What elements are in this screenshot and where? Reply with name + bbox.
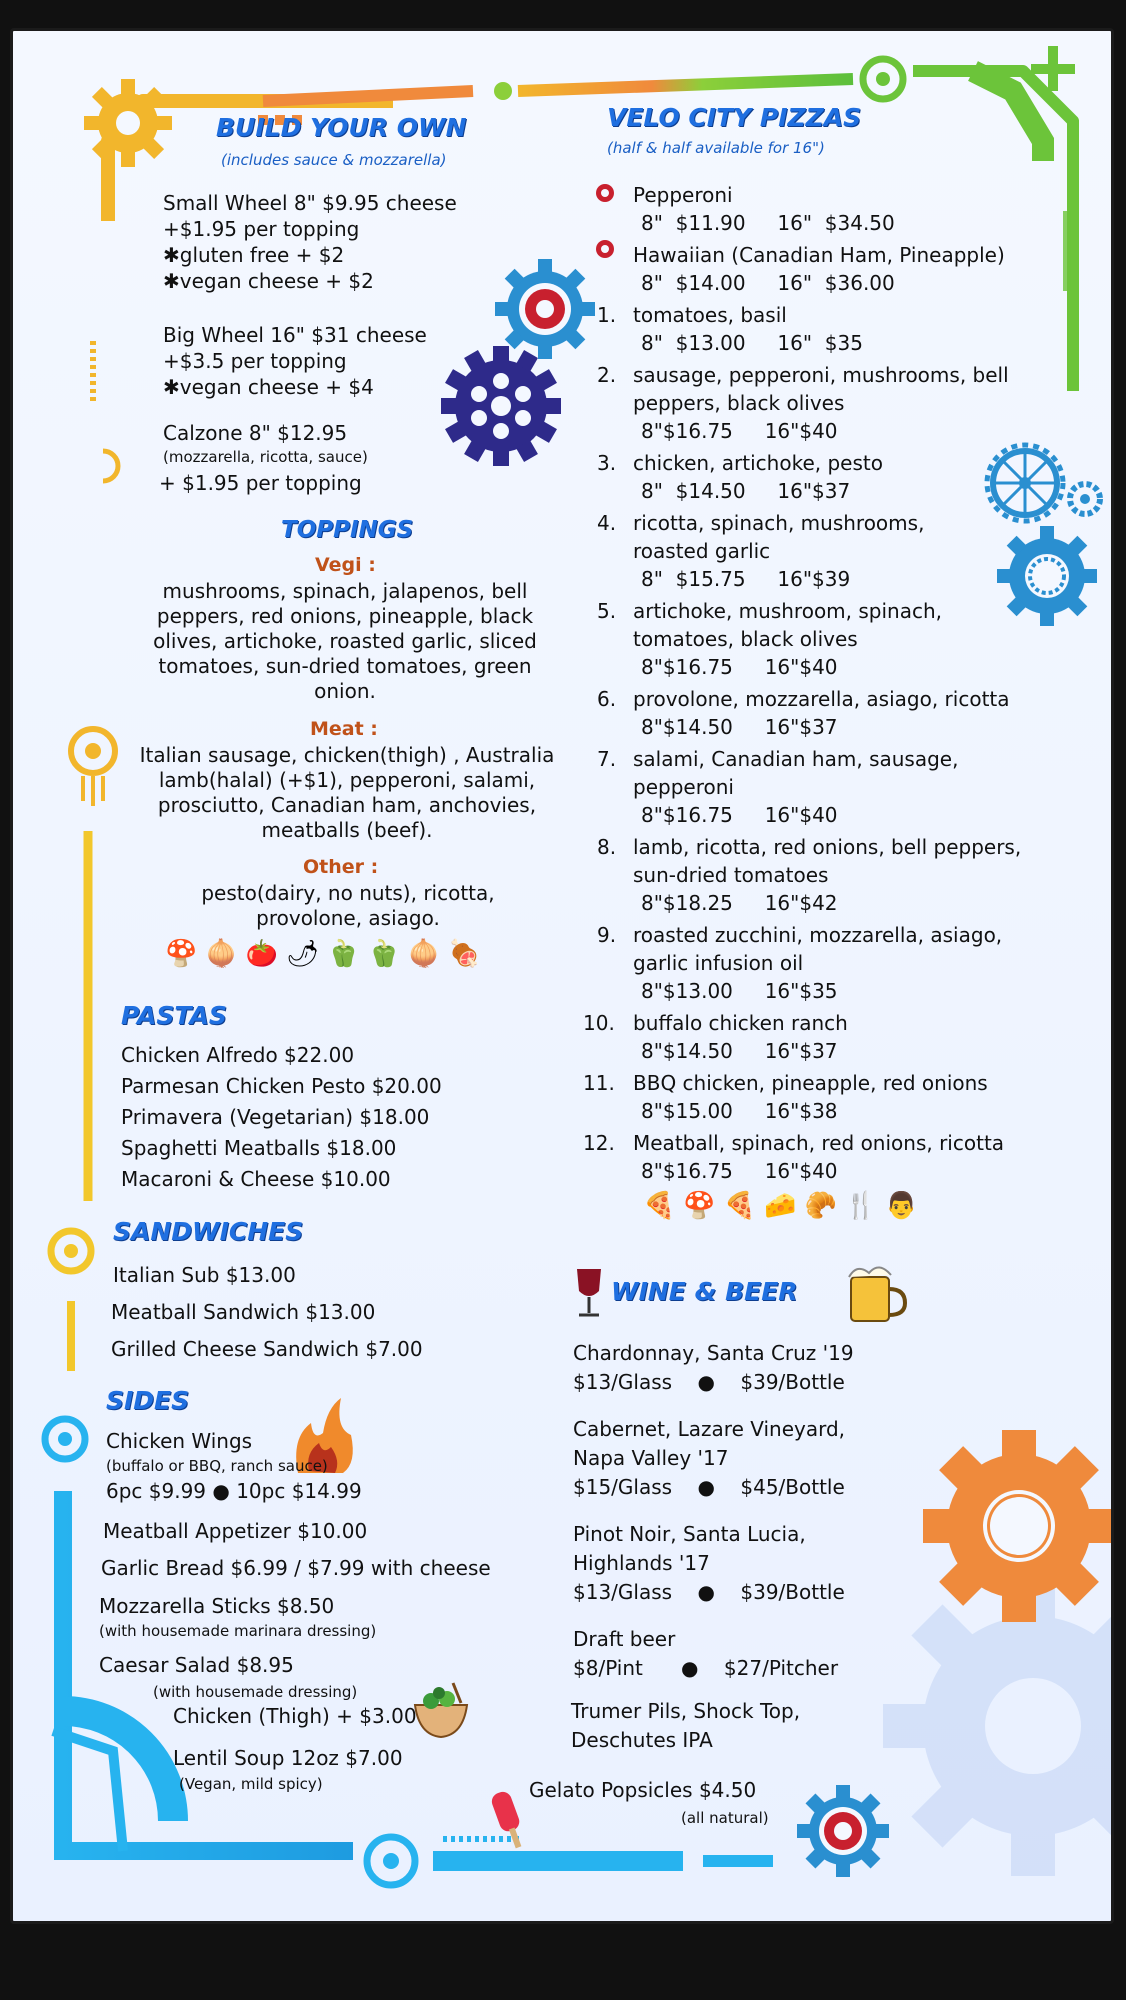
- pizza-name: sausage, pepperoni, mushrooms, bell: [633, 363, 1009, 387]
- pizza-name: provolone, mozzarella, asiago, ricotta: [633, 687, 1010, 711]
- lentil-soup: Lentil Soup 12oz $7.00: [173, 1746, 403, 1770]
- chicken-wings: Chicken Wings: [106, 1429, 253, 1453]
- small-wheel-gluten-free: ✱gluten free + $2: [163, 243, 345, 267]
- pizza-name: salami, Canadian ham, sausage,: [633, 747, 959, 771]
- pizza-name: roasted garlic: [633, 539, 771, 563]
- croissant-icon: 🥐: [804, 1191, 837, 1221]
- meat-label: Meat :: [310, 718, 378, 740]
- pizza-name: Hawaiian (Canadian Ham, Pineapple): [633, 243, 1005, 267]
- pizza-number: 5.: [597, 599, 617, 623]
- calzone-price: Calzone 8" $12.95: [163, 421, 348, 445]
- topping-icons-row: [165, 939, 489, 969]
- lentil-soup-note: (Vegan, mild spicy): [179, 1775, 323, 1793]
- chili-pepper-icon: 🌶: [286, 939, 320, 969]
- pizza-number: 3.: [597, 451, 617, 475]
- pizza-number: 12.: [583, 1131, 615, 1155]
- pizza-price: 8" $14.00 16" $36.00: [641, 271, 895, 295]
- vegi-label: Vegi :: [315, 554, 376, 576]
- pizza-name: ricotta, spinach, mushrooms,: [633, 511, 925, 535]
- pizza-number: 1.: [597, 303, 617, 327]
- onion-icon: 🧅: [205, 939, 238, 969]
- small-wheel-topping: +$1.95 per topping: [163, 217, 360, 241]
- pizza-name: Pepperoni: [633, 183, 733, 207]
- vegi-toppings: mushrooms, spinach, jalapenos, bell peppers, red onions, pineapple, black olives, artichoke, roasted garlic, sliced tomatoes, sun-dried tomatoes, green onion.: [153, 579, 537, 703]
- chicken-wings-price: 6pc $9.99 ● 10pc $14.99: [106, 1479, 362, 1503]
- pizza-name: BBQ chicken, pineapple, red onions: [633, 1071, 988, 1095]
- pizza-number: 10.: [583, 1011, 615, 1035]
- pizza-number: 4.: [597, 511, 617, 535]
- pizza-name: tomatoes, basil: [633, 303, 787, 327]
- meatball-appetizer: Meatball Appetizer $10.00: [103, 1519, 368, 1543]
- wine-price: $13/Glass ● $39/Bottle: [573, 1370, 845, 1394]
- pizza-price: 8" $11.90 16" $34.50: [641, 211, 895, 235]
- chef-hat-icon: 👨: [885, 1191, 918, 1221]
- mozzarella-sticks-note: (with housemade marinara dressing): [99, 1622, 377, 1640]
- pizza-name: artichoke, mushroom, spinach,: [633, 599, 943, 623]
- pizza-number: 2.: [597, 363, 617, 387]
- pizza-icon: 🍕: [643, 1191, 676, 1221]
- small-wheel-price: Small Wheel 8" $9.95 cheese: [163, 191, 457, 215]
- wine-name: Chardonnay, Santa Cruz '19: [573, 1341, 854, 1365]
- pizza-name: Meatball, spinach, red onions, ricotta: [633, 1131, 1005, 1155]
- pizza-number: 7.: [597, 747, 617, 771]
- sandwiches-title: SANDWICHES: [113, 1217, 304, 1246]
- fork-knife-icon: 🍴: [844, 1191, 878, 1221]
- draft-beer-list: Deschutes IPA: [571, 1728, 713, 1752]
- gelato-note: (all natural): [681, 1809, 769, 1827]
- velo-city-pizzas-title: VELO CITY PIZZAS: [607, 103, 862, 132]
- cutting-board-icon: 🧀: [764, 1191, 797, 1221]
- wine-name: Highlands '17: [573, 1551, 710, 1575]
- build-your-own-title: BUILD YOUR OWN: [216, 113, 467, 142]
- pizza-price: 8"$15.00 16"$38: [641, 1099, 838, 1123]
- other-label: Other :: [303, 856, 379, 878]
- gelato-popsicles: Gelato Popsicles $4.50: [529, 1778, 757, 1802]
- pizza-price: 8"$16.75 16"$40: [641, 419, 838, 443]
- pizza-name: roasted zucchini, mozzarella, asiago,: [633, 923, 1003, 947]
- pizza-name: tomatoes, black olives: [633, 627, 858, 651]
- gear-orange-topleft: [84, 79, 172, 167]
- wine-price: $15/Glass ● $45/Bottle: [573, 1475, 845, 1499]
- calzone-note: (mozzarella, ricotta, sauce): [163, 448, 368, 466]
- pizza-name: pepperoni: [633, 775, 734, 799]
- pizza-number: 6.: [597, 687, 617, 711]
- tomato-icon: 🍅: [245, 939, 279, 969]
- caesar-salad-chicken: Chicken (Thigh) + $3.00: [173, 1704, 417, 1728]
- pizza-price: 8"$16.75 16"$40: [641, 803, 838, 827]
- pizza-price: 8"$13.00 16"$35: [641, 979, 838, 1003]
- red-onion-icon: 🧅: [407, 939, 441, 969]
- pizza-price: 8" $15.75 16"$39: [641, 567, 851, 591]
- sandwich-item: Italian Sub $13.00: [113, 1263, 296, 1287]
- pizza-price: 8"$16.75 16"$40: [641, 1159, 838, 1183]
- caesar-salad-note: (with housemade dressing): [153, 1683, 358, 1701]
- red-pepper-icon: 🫑: [367, 939, 400, 969]
- mushroom-icon: 🍄: [165, 939, 198, 969]
- pizza-name: peppers, black olives: [633, 391, 845, 415]
- pizza-name: sun-dried tomatoes: [633, 863, 829, 887]
- wine-name: Cabernet, Lazare Vineyard,: [573, 1417, 846, 1441]
- pizza-price: 8" $13.00 16" $35: [641, 331, 863, 355]
- pasta-item: Chicken Alfredo $22.00: [121, 1043, 355, 1067]
- menu-board: [10, 28, 1114, 1924]
- big-wheel-topping: +$3.5 per topping: [163, 349, 347, 373]
- pizza-slice-icon: 🍕: [723, 1191, 757, 1221]
- sandwich-item: Meatball Sandwich $13.00: [111, 1300, 376, 1324]
- big-wheel-price: Big Wheel 16" $31 cheese: [163, 323, 427, 347]
- salami-icon: 🍖: [448, 939, 481, 969]
- toppings-title: TOPPINGS: [281, 517, 414, 543]
- pizza-name: chicken, artichoke, pesto: [633, 451, 883, 475]
- pizza-price: 8"$14.50 16"$37: [641, 715, 838, 739]
- pasta-item: Spaghetti Meatballs $18.00: [121, 1136, 397, 1160]
- wine-name: Napa Valley '17: [573, 1446, 729, 1470]
- big-wheel-vegan: ✱vegan cheese + $4: [163, 375, 374, 399]
- other-toppings: pesto(dairy, no nuts), ricotta, provolone, asiago.: [201, 881, 495, 930]
- wine-beer-title: WINE & BEER: [611, 1277, 798, 1306]
- build-your-own-subtitle: (includes sauce & mozzarella): [221, 151, 447, 169]
- wine-name: Draft beer: [573, 1627, 676, 1651]
- pizza-name: buffalo chicken ranch: [633, 1011, 848, 1035]
- pizza-price: 8"$16.75 16"$40: [641, 655, 838, 679]
- pizza-number: 11.: [583, 1071, 615, 1095]
- meat-toppings: Italian sausage, chicken(thigh) , Australia lamb(halal) (+$1), pepperoni, salami, prosciutto, Canadian ham, anchovies, meatballs (beef).: [139, 743, 555, 842]
- mozzarella-sticks: Mozzarella Sticks $8.50: [99, 1594, 335, 1618]
- kitchen-icons-row: [643, 1191, 926, 1221]
- garlic-bread: Garlic Bread $6.99 / $7.99 with cheese: [101, 1556, 491, 1580]
- pizza-number: 9.: [597, 923, 617, 947]
- chicken-wings-note: (buffalo or BBQ, ranch sauce): [106, 1457, 328, 1475]
- caesar-salad: Caesar Salad $8.95: [99, 1653, 294, 1677]
- small-wheel-vegan: ✱vegan cheese + $2: [163, 269, 374, 293]
- pizza-name: lamb, ricotta, red onions, bell peppers,: [633, 835, 1022, 859]
- wine-price: $8/Pint ● $27/Pitcher: [573, 1656, 839, 1680]
- pizza-number: 8.: [597, 835, 617, 859]
- pizza-name: garlic infusion oil: [633, 951, 804, 975]
- wine-name: Pinot Noir, Santa Lucia,: [573, 1522, 806, 1546]
- pasta-item: Parmesan Chicken Pesto $20.00: [121, 1074, 442, 1098]
- mushroom-icon: 🍄: [683, 1191, 716, 1221]
- pasta-item: Primavera (Vegetarian) $18.00: [121, 1105, 430, 1129]
- draft-beer-list: Trumer Pils, Shock Top,: [571, 1699, 801, 1723]
- calzone-topping: + $1.95 per topping: [159, 471, 362, 495]
- velo-city-pizzas-subtitle: (half & half available for 16"): [607, 139, 825, 157]
- sandwich-item: Grilled Cheese Sandwich $7.00: [111, 1337, 423, 1361]
- wine-price: $13/Glass ● $39/Bottle: [573, 1580, 845, 1604]
- pastas-title: PASTAS: [121, 1001, 227, 1030]
- pasta-item: Macaroni & Cheese $10.00: [121, 1167, 391, 1191]
- sides-title: SIDES: [106, 1386, 190, 1415]
- pizza-price: 8"$18.25 16"$42: [641, 891, 838, 915]
- green-pepper-icon: 🫑: [327, 939, 360, 969]
- pizza-price: 8"$14.50 16"$37: [641, 1039, 838, 1063]
- pizza-price: 8" $14.50 16"$37: [641, 479, 851, 503]
